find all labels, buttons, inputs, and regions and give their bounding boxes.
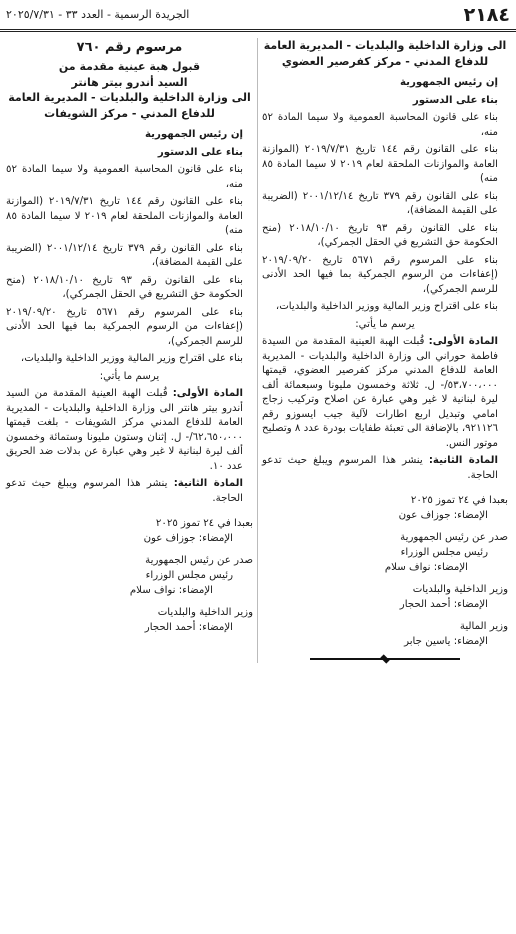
decree-title-line: قبول هبة عينية مقدمة من bbox=[58, 60, 201, 73]
whereas-paragraph: بناء على القانون رقم ٣٧٩ تاريخ ٢٠٠١/١٢/١٤ (الضريبة على القيمة المضافة)، bbox=[262, 190, 499, 216]
intro-constitution: بناء على الدستور bbox=[412, 94, 498, 106]
whereas-paragraph: بناء على المرسوم رقم ٥٦٧١ تاريخ ٢٠١٩/٠٩/٢٠ (إعفاءات من الرسوم الجمركية بما فيها الحد الأدنى للرسم الجمركي)، bbox=[262, 254, 499, 295]
article-2 bbox=[262, 454, 508, 483]
signature-line: الإمضاء: نواف سلام bbox=[129, 585, 213, 596]
decree-title-line: للدفاع المدني - مركز الشويفات bbox=[44, 106, 215, 120]
decree-date: بعبدا في ٢٤ تموز ٢٠٢٥ bbox=[410, 495, 508, 506]
decrees-line: يرسم ما يأتي: bbox=[99, 370, 160, 382]
whereas-paragraph: بناء على قانون المحاسبة العمومية ولا سيما المادة ٥٢ منه، bbox=[262, 112, 498, 138]
whereas-paragraph: بناء على اقتراح وزير المالية ووزير الداخلية والبلديات، bbox=[275, 301, 498, 312]
article-2-text: ينشر هذا المرسوم ويبلغ حيث تدعو الحاجة. bbox=[262, 455, 498, 481]
whereas-paragraph: بناء على المرسوم رقم ٥٦٧١ تاريخ ٢٠١٩/٠٩/٢٠ (إعفاءات من الرسوم الجمركية بما فيها الحد الأدنى للرسم الجمركي)، bbox=[6, 306, 243, 347]
whereas-paragraph: بناء على قانون المحاسبة العمومية ولا سيما المادة ٥٢ منه، bbox=[6, 164, 243, 190]
signature-line: الإمضاء: أحمد الحجار bbox=[399, 599, 488, 610]
article-1-text: قُبلت الهبة العينية المقدمة من السيد أندرو بيتر هانتر الى وزارة الداخلية والبلديات - المديرية العامة للدفاع المدني مركز الشويفات - بلغت قيمتها ٦٢،٦٥٠،٠٠٠/- ل. إثنان وستون مليونا وستمائة وخمسون ألف ليرة لبنانية لا غير وهي عبارة عن بدلات ضد الحريق عدد ١٠. bbox=[6, 388, 243, 472]
signature-line: رئيس مجلس الوزراء bbox=[400, 547, 488, 558]
article-1-text: قُبلت الهبة العينية المقدمة من السيدة فاطمة حوراني الى وزارة الداخلية والبلديات - المديرية العامة للدفاع المدني مركز كفرصير العضوي، قيمتها ٥٣،٧٠٠،٠٠٠/- ل. ثلاثة وخمسون مليونا وسبعمائة ألف ليرة لبنانية لا غير وهي عبارة عن اصلاح وتركيب زجاج امامي وتبديل اربع اطارات لآلية جيب ايسوزو رقم ٩٢١١٢٦، بالإضافة الى تعبئة طفايات بودرة عدد ٨ وتصليح موتور النس. bbox=[262, 336, 498, 449]
whereas-paragraph: بناء على القانون رقم ١٤٤ تاريخ ٢٠١٩/٧/٣١ (الموازنة العامة والموازنات الملحقة لعام ٢٠١٩ لا سيما المادة ٨٥ منه) bbox=[262, 144, 499, 184]
article-1 bbox=[262, 335, 508, 451]
intro-constitution: بناء على الدستور bbox=[157, 146, 243, 158]
signature-line: الإمضاء: أحمد الحجار bbox=[144, 622, 233, 633]
signature-line: صدر عن رئيس الجمهورية bbox=[400, 532, 508, 543]
whereas-paragraph: بناء على القانون رقم ٩٣ تاريخ ٢٠١٨/١٠/١٠ (منح الحكومة حق التشريع في الحقل الجمركي)، bbox=[262, 222, 498, 248]
article-1 bbox=[6, 387, 253, 474]
end-divider bbox=[310, 655, 460, 663]
article-1-label: المادة الأولى: bbox=[172, 388, 243, 399]
signature-line: الإمضاء: نواف سلام bbox=[384, 562, 468, 573]
signature-line: رئيس مجلس الوزراء bbox=[145, 570, 233, 581]
signature-line: وزير المالية bbox=[459, 621, 508, 632]
article-2-label: المادة الثانية: bbox=[173, 478, 243, 489]
whereas-paragraph: بناء على القانون رقم ٩٣ تاريخ ٢٠١٨/١٠/١٠ (منح الحكومة حق التشريع في الحقل الجمركي)، bbox=[6, 274, 243, 300]
intro-president: إن رئيس الجمهورية bbox=[400, 77, 498, 88]
intro-president: إن رئيس الجمهورية bbox=[145, 129, 243, 140]
decree-title-line: الى وزارة الداخلية والبلديات - المديرية العامة bbox=[8, 91, 251, 104]
decree-title-line: للدفاع المدني - مركز كفرصير العضوي bbox=[281, 54, 489, 68]
signature-line: صدر عن رئيس الجمهورية bbox=[145, 555, 253, 566]
article-2 bbox=[6, 477, 253, 506]
whereas-paragraph: بناء على اقتراح وزير المالية ووزير الداخلية والبلديات، bbox=[20, 353, 243, 364]
signature-line: الإمضاء: ياسين جابر bbox=[404, 636, 488, 647]
article-2-label: المادة الثانية: bbox=[428, 455, 498, 466]
columns bbox=[0, 38, 516, 663]
left-column bbox=[0, 38, 258, 663]
right-column bbox=[258, 38, 516, 663]
publication-line: الجريدة الرسمية - العدد ٣٣ - ٢٠٢٥/٧/٣١ bbox=[6, 8, 190, 21]
decrees-line: يرسم ما يأتي: bbox=[355, 318, 415, 330]
article-1-label: المادة الأولى: bbox=[428, 336, 498, 347]
decree-title-line: الى وزارة الداخلية والبلديات - المديرية العامة bbox=[263, 39, 507, 52]
page-number: ٢١٨٤ bbox=[463, 3, 510, 26]
signature-line: وزير الداخلية والبلديات bbox=[412, 584, 508, 595]
signature-line: الإمضاء: جوزاف عون bbox=[398, 510, 488, 521]
decree-date: بعبدا في ٢٤ تموز ٢٠٢٥ bbox=[155, 518, 253, 529]
signature-line: الإمضاء: جوزاف عون bbox=[143, 533, 233, 544]
article-2-text: ينشر هذا المرسوم ويبلغ حيث تدعو الحاجة. bbox=[6, 478, 243, 504]
page-header bbox=[0, 0, 516, 32]
decree-number: مرسوم رقم ٧٦٠ bbox=[76, 40, 183, 55]
whereas-paragraph: بناء على القانون رقم ٣٧٩ تاريخ ٢٠٠١/١٢/١٤ (الضريبة على القيمة المضافة)، bbox=[6, 242, 243, 268]
decree-title-line: السيد أندرو بيتر هانتر bbox=[71, 75, 188, 89]
signature-line: وزير الداخلية والبلديات bbox=[157, 607, 253, 618]
whereas-paragraph: بناء على القانون رقم ١٤٤ تاريخ ٢٠١٩/٧/٣١ (الموازنة العامة والموازنات الملحقة لعام ٢٠١٩ لا سيما المادة ٨٥ منه) bbox=[6, 196, 244, 236]
